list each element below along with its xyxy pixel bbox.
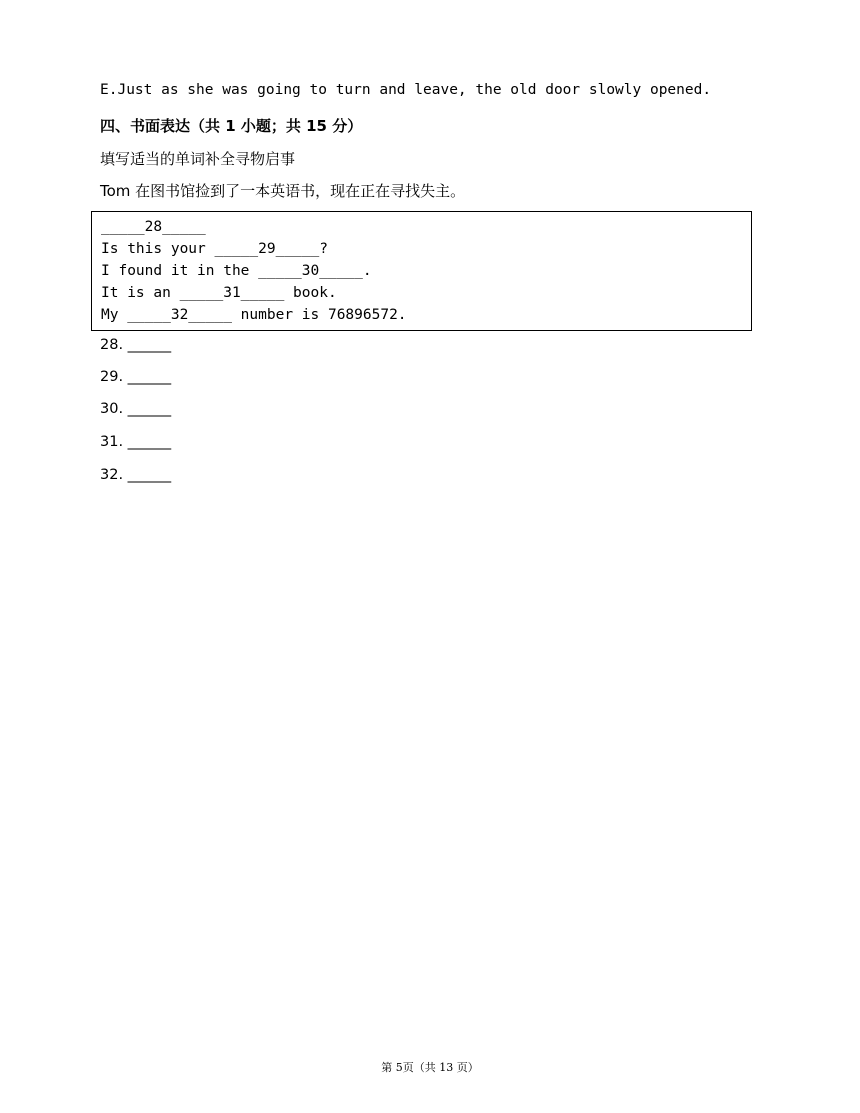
scenario-text: Tom 在图书馆捡到了一本英语书，现在正在寻找失主。 — [100, 182, 466, 200]
notice-line: Is this your _____29_____? — [101, 241, 328, 257]
answer-line-31: 31. ______ — [100, 434, 172, 450]
notice-line: My _____32_____ number is 76896572. — [101, 307, 407, 323]
option-e-text: E.Just as she was going to turn and leave, the old door slowly opened. — [100, 82, 712, 98]
section-heading: 四、书面表达（共 1 小题；共 15 分） — [100, 117, 363, 135]
instruction-text: 填写适当的单词补全寻物启事 — [100, 150, 296, 168]
page-footer: 第 5页（共 13 页） — [381, 1061, 479, 1074]
notice-line: I found it in the _____30_____. — [101, 263, 372, 279]
lost-and-found-notice — [91, 211, 752, 331]
answer-line-30: 30. ______ — [100, 401, 172, 417]
answer-line-29: 29. ______ — [100, 369, 172, 385]
notice-line-title: _____28_____ — [101, 219, 206, 235]
answer-line-28: 28. ______ — [100, 337, 172, 353]
answer-line-32: 32. ______ — [100, 467, 172, 483]
notice-line: It is an _____31_____ book. — [101, 285, 337, 301]
